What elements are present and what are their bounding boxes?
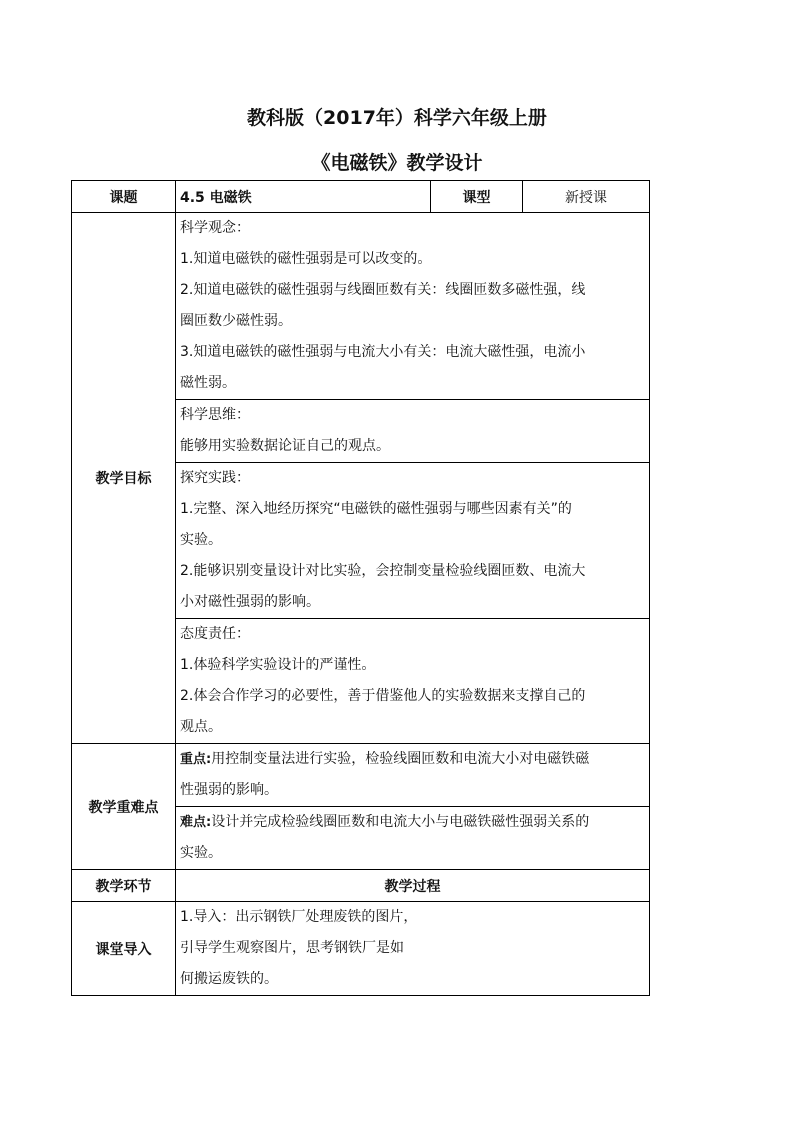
topic-label: 课题: [72, 181, 176, 213]
key-points-label: 教学重难点: [72, 744, 176, 870]
objective-section-practice: [176, 463, 650, 619]
section-line: 1.完整、深入地经历探究“电磁铁的磁性强弱与哪些因素有关”的: [180, 501, 572, 517]
section-line: 2.知道电磁铁的磁性强弱与线圈匝数有关：线圈匝数多磁性强，线: [180, 282, 586, 298]
section-line: 2.能够识别变量设计对比实验，会控制变量检验线圈匝数、电流大: [180, 563, 586, 579]
objectives-label: 教学目标: [72, 213, 176, 744]
difficulty-text: 实验。: [180, 845, 222, 861]
topic-value: 4.5 电磁铁: [176, 181, 431, 213]
section-line: 观点。: [180, 719, 222, 735]
teaching-process-header: 教学过程: [176, 870, 650, 902]
section-line: 1.体验科学实验设计的严谨性。: [180, 657, 376, 673]
section-line: 磁性弱。: [180, 375, 236, 391]
section-heading: 科学思维：: [180, 407, 250, 423]
section-line: 小对磁性强弱的影响。: [180, 594, 320, 610]
document-subtitle: 《电磁铁》教学设计: [311, 152, 483, 174]
focus-keyword: 重点:: [180, 752, 212, 767]
intro-line: 何搬运废铁的。: [180, 971, 278, 987]
section-heading: 探究实践：: [180, 470, 250, 486]
section-line: 能够用实验数据论证自己的观点。: [180, 438, 390, 454]
section-line: 3.知道电磁铁的磁性强弱与电流大小有关：电流大磁性强，电流小: [180, 344, 586, 360]
difficulty-text: 设计并完成检验线圈匝数和电流大小与电磁铁磁性强弱关系的: [211, 814, 590, 830]
intro-row: [72, 902, 650, 996]
section-heading: 科学观念：: [180, 220, 250, 236]
lesson-plan-table: [71, 180, 650, 996]
section-line: 1.知道电磁铁的磁性强弱是可以改变的。: [180, 251, 432, 267]
section-heading: 态度责任：: [180, 626, 250, 642]
difficulty-cell: [176, 807, 650, 870]
key-points-row: [72, 744, 650, 807]
intro-label: 课堂导入: [72, 902, 176, 996]
focus-text: 性强弱的影响。: [180, 782, 278, 798]
lesson-type-label: 课型: [431, 181, 523, 213]
intro-line: 1.导入：出示钢铁厂处理废铁的图片，: [180, 909, 418, 925]
intro-line: 引导学生观察图片，思考钢铁厂是如: [180, 940, 404, 956]
difficulty-keyword: 难点:: [180, 815, 212, 830]
teaching-stage-header: 教学环节: [72, 870, 176, 902]
section-line: 圈匝数少磁性弱。: [180, 313, 292, 329]
process-header-row: [72, 870, 650, 902]
topic-row: [72, 181, 650, 213]
objectives-row-1: [72, 213, 650, 400]
document-title: 教科版（2017年）科学六年级上册: [247, 107, 547, 129]
objective-section-concept: [176, 213, 650, 400]
section-line: 2.体会合作学习的必要性，善于借鉴他人的实验数据来支撑自己的: [180, 688, 586, 704]
focus-cell: [176, 744, 650, 807]
objective-section-thinking: [176, 400, 650, 463]
objective-section-attitude: [176, 619, 650, 744]
intro-content: [176, 902, 650, 996]
focus-text: 用控制变量法进行实验，检验线圈匝数和电流大小对电磁铁磁: [211, 751, 590, 767]
lesson-type-value: 新授课: [523, 181, 650, 213]
section-line: 实验。: [180, 532, 222, 548]
